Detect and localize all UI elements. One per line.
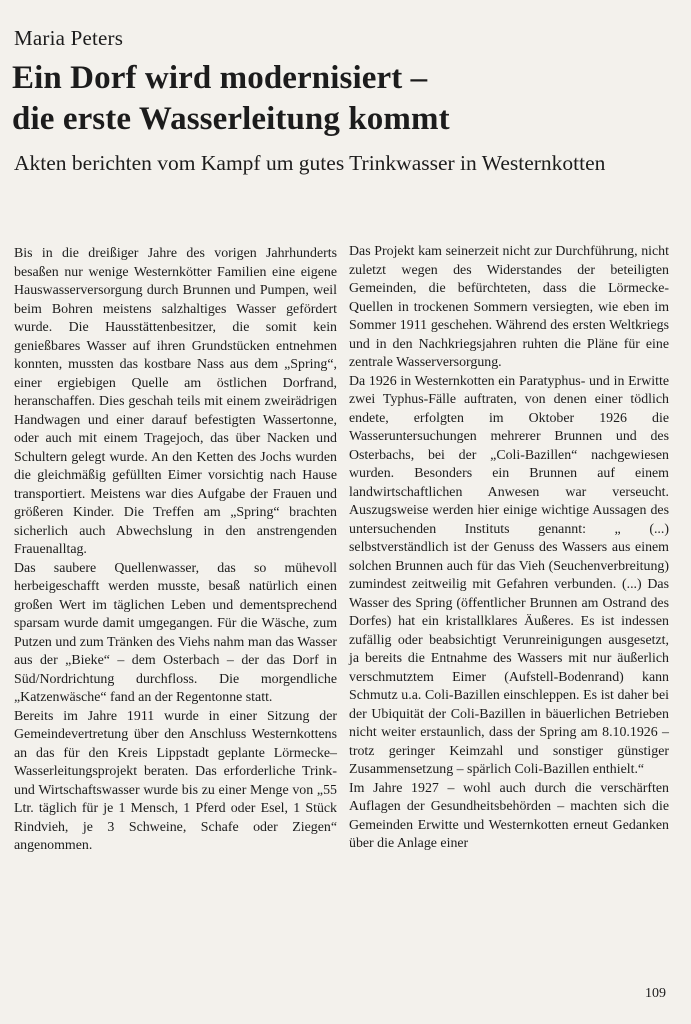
paragraph: Bereits im Jahre 1911 wurde in einer Sitzung der Gemeindevertretung über den Anschluss Westernkottens an das für den Kreis Lippstadt geplante Lörmecke–Wasserleitungsprojekt beraten. Das erforderliche Trink- und Wirtschaftswasser wurde bis zu einer Menge von „55 Ltr. täglich für je 1 Mensch, 1 Pferd oder Esel, 1 Stück Rindvieh, je 3 Schweine, Schafe oder Ziegen“ angenommen. <box>14 708 337 853</box>
title-line-2: die erste Wasserleitung kommt <box>12 101 450 137</box>
right-column <box>349 243 669 854</box>
author-name: Maria Peters <box>14 26 124 50</box>
page-number: 109 <box>645 986 666 1001</box>
left-column <box>14 245 337 856</box>
article-subtitle: Akten berichten vom Kampf um gutes Trinkwasser in Westernkotten <box>14 151 606 175</box>
paragraph: Im Jahre 1927 – wohl auch durch die verschärften Auflagen der Gesundheitsbehörden – machten sich die Gemeinden Erwitte und Westernkotten erneut Gedanken über die Anlage einer <box>349 780 669 851</box>
paragraph: Das Projekt kam seinerzeit nicht zur Durchführung, nicht zuletzt wegen des Widerstandes der beteiligten Gemeinden, die befürchteten, dass die Lörmecke-Quellen in trockenen Sommern versiegten, wie eben im Sommer 1911 geschehen. Während des ersten Weltkriegs und in den Nachkriegsjahren ruhten die Pläne für eine zentrale Wasserversorgung. <box>349 244 669 370</box>
paragraph: Das saubere Quellenwasser, das so mühevoll herbeigeschafft werden musste, besaß natürlich einen großen Wert im täglichen Leben und dementsprechend sparsam wurde damit umgegangen. Für die Wäsche, zum Putzen und zum Tränken des Viehs nahm man das Wasser aus der „Bieke“ – dem Osterbach – der das Dorf in Süd/Nordrichtung durchfloss. Die morgendliche „Katzenwäsche“ fand an der Regentonne statt. <box>14 560 337 705</box>
paragraph: Bis in die dreißiger Jahre des vorigen Jahrhunderts besaßen nur wenige Westernkötter Familien eine eigene Hauswasserversorgung durch Brunnen und Pumpen, weil beim Bohren meistens salzhaltiges Wasser gefördert wurde. Die Hausstättenbesitzer, die somit kein genießbares Wasser auf ihren Grundstücken entnehmen konnten, mussten das kostbare Nass aus dem „Spring“, einer ergiebigen Quelle am östlichen Dorfrand, heranschaffen. Dies geschah teils mit einem zweirädrigen Handwagen und einer darauf befestigten Wassertonne, oder auch mit einem Tragejoch, das über Nacken und Schultern gelegt wurde. An den Ketten des Jochs wurden die gleichmäßig gefüllten Eimer vorsichtig nach Hause transportiert. Meistens war dies Aufgabe der Frauen und größeren Kinder. Die Treffen am „Spring“ brachten sicherlich auch Abwechslung in den anstrengenden Frauenalltag. <box>14 246 337 557</box>
paragraph: Da 1926 in Westernkotten ein Paratyphus- und in Erwitte zwei Typhus-Fälle auftraten, von denen einer tödlich endete, erfolgten im Oktober 1926 die Wasseruntersuchungen mehrerer Brunnen und des Osterbachs, bei der „Coli-Bazillen“ nachgewiesen wurden. Besonders ein Brunnen auf einem landwirtschaftlichen Anwesen war verseucht. Auszugsweise werden hier einige wichtige Aussagen des untersuchenden Instituts genannt: „ (...) selbstverständlich ist der Genuss des Wassers aus einem solchen Brunnen auch für das Vieh (Seuchenverbreitung) zumindest zeitweilig mit Gefahren verbunden. (...) Das Wasser des Spring (öffentlicher Brunnen am Ostrand des Dorfes) hat ein kristallklares Äußeres. Es ist indessen zufällig oder beabsichtigt Verunreinigungen ausgesetzt, ja bereits die Entnahme des Wassers mit nur äußerlich verschmutztem Eimer (Aufstell-Bodenrand) kann Schmutz u.a. Coli-Bazillen einschleppen. Es ist daher bei der Ubiquität der Coli-Bazillen in bäuerlichen Betrieben nicht weiter erstaunlich, dass der Spring am 8.10.1926 – trotz geringer Keimzahl und sonstiger günstiger Zusammensetzung – spärlich Coli-Bazillen enthielt.“ <box>349 373 669 777</box>
article-title <box>12 58 450 140</box>
title-line-1: Ein Dorf wird modernisiert – <box>12 60 428 96</box>
